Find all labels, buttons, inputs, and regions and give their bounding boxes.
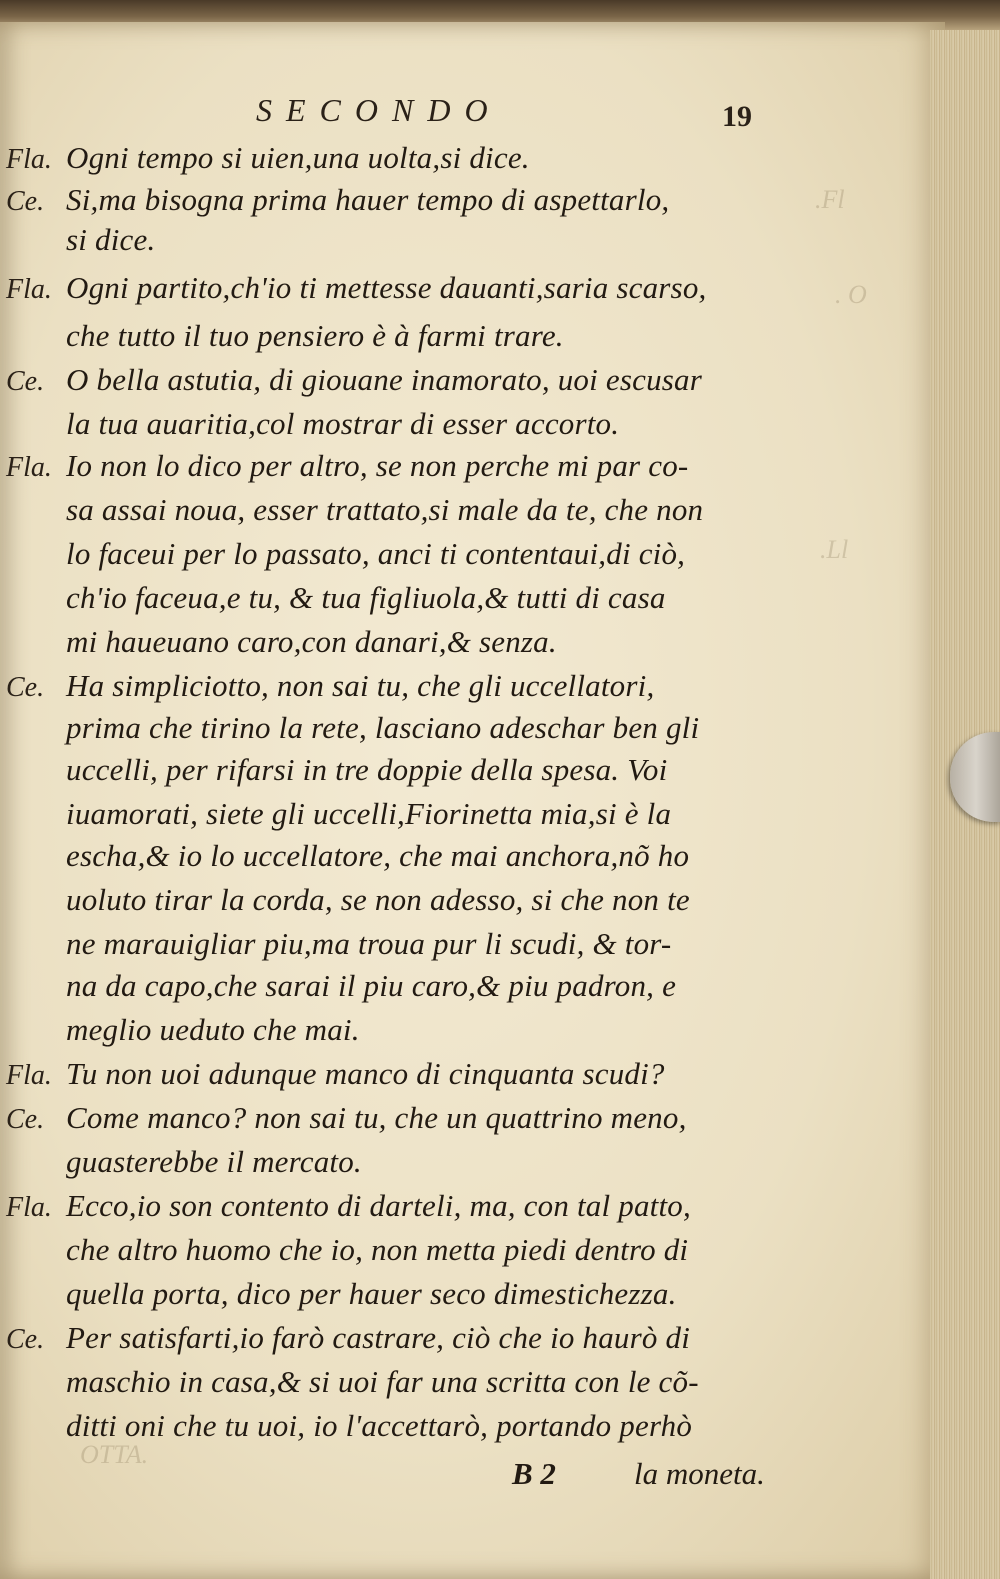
text-line: che altro huomo che io, non metta piedi dentro di (66, 1232, 689, 1267)
page-number: 19 (722, 100, 752, 133)
text-line: ch'io faceua,e tu, & tua figliuola,& tutti di casa (66, 580, 666, 615)
catchword: la moneta. (634, 1456, 765, 1491)
show-through-ink: .Fl (815, 185, 845, 214)
text-line: na da capo,che sarai il piu caro,& piu padron, e (66, 968, 677, 1003)
text-line: uccelli, per rifarsi in tre doppie della spesa. Voi (66, 752, 668, 787)
show-through-ink: .Ll (820, 535, 849, 564)
text-line: prima che tirino la rete, lasciano adeschar ben gli (66, 710, 700, 745)
text-line: Ogni partito,ch'io ti mettesse dauanti,saria scarso, (66, 270, 707, 305)
text-line: meglio ueduto che mai. (66, 1012, 360, 1047)
signature-mark: B 2 (512, 1456, 556, 1491)
text-line: ditti oni che tu uoi, io l'accettarò, portando perhò (66, 1408, 693, 1443)
text-line: Ha simpliciotto, non sai tu, che gli uccellatori, (66, 668, 655, 703)
text-line: Si,ma bisogna prima hauer tempo di aspettarlo, (66, 182, 670, 217)
speaker-label: Fla. (6, 144, 52, 175)
text-line: Ogni tempo si uien,una uolta,si dice. (66, 140, 530, 175)
show-through-ink: . O (835, 280, 867, 309)
text-line: guasterebbe il mercato. (66, 1144, 362, 1179)
text-line: maschio in casa,& si uoi far una scritta con le cõ- (66, 1364, 699, 1399)
text-line: iuamorati, siete gli uccelli,Fiorinetta mia,si è la (66, 796, 672, 831)
text-line: ne marauigliar piu,ma troua pur li scudi, & tor- (66, 926, 672, 961)
text-line: uoluto tirar la corda, se non adesso, si che non te (66, 882, 690, 917)
text-line: lo faceui per lo passato, anci ti contentaui,di ciò, (66, 536, 686, 571)
show-through-ink: OTTA. (80, 1440, 149, 1469)
speaker-label: Ce. (6, 1324, 45, 1355)
running-head: SECONDO (256, 92, 502, 128)
speaker-label: Ce. (6, 672, 45, 703)
text-line: Io non lo dico per altro, se non perche mi par co- (66, 448, 689, 483)
speaker-label: Fla. (6, 1060, 52, 1091)
text-line: la tua auaritia,col mostrar di esser accorto. (66, 406, 620, 441)
text-line: mi haueuano caro,con danari,& senza. (66, 624, 557, 659)
speaker-label: Ce. (6, 1104, 45, 1135)
text-line: si dice. (66, 222, 156, 257)
text-line: O bella astutia, di giouane inamorato, uoi escusar (66, 362, 703, 397)
text-line: Per satisfarti,io farò castrare, ciò che io haurò di (66, 1320, 691, 1355)
speaker-label: Ce. (6, 186, 45, 217)
text-line: che tutto il tuo pensiero è à farmi trare. (66, 318, 564, 353)
text-line: Come manco? non sai tu, che un quattrino meno, (66, 1100, 687, 1135)
text-line: escha,& io lo uccellatore, che mai anchora,nõ ho (66, 838, 690, 873)
speaker-label: Ce. (6, 366, 45, 397)
text-line: sa assai noua, esser trattato,si male da te, che non (66, 492, 704, 527)
speaker-label: Fla. (6, 1192, 52, 1223)
text-line: Ecco,io son contento di darteli, ma, con tal patto, (66, 1188, 691, 1223)
text-line: quella porta, dico per hauer seco dimestichezza. (66, 1276, 677, 1311)
speaker-label: Fla. (6, 274, 52, 305)
text-line: Tu non uoi adunque manco di cinquanta scudi? (66, 1056, 665, 1091)
speaker-label: Fla. (6, 452, 52, 483)
